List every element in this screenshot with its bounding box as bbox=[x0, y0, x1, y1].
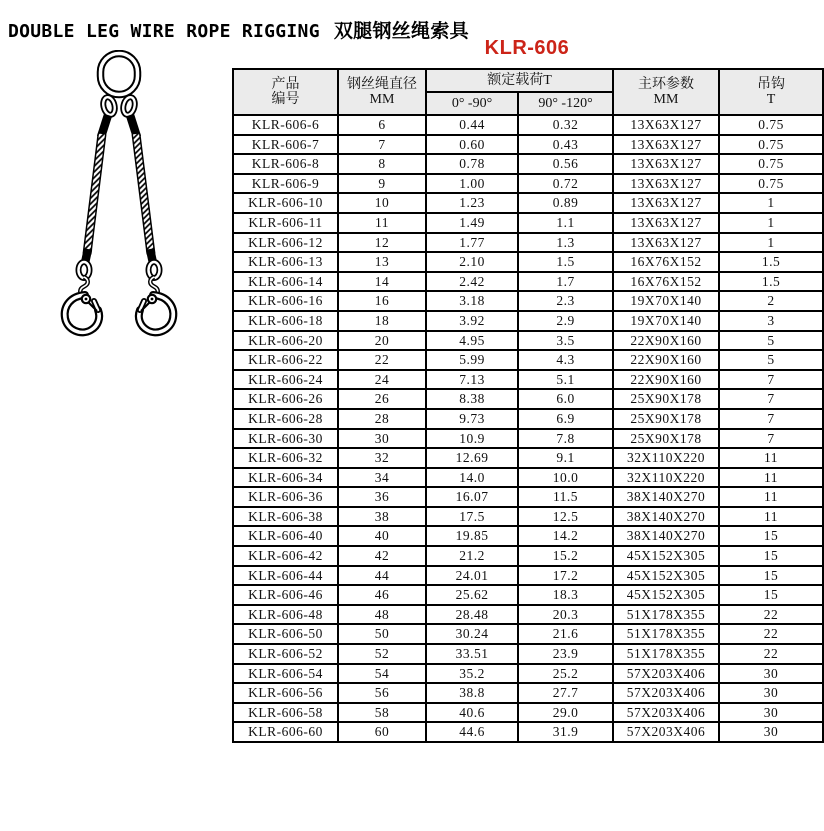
table-cell: 21.2 bbox=[426, 546, 518, 566]
table-cell: 1.5 bbox=[719, 272, 823, 292]
table-cell: 21.6 bbox=[518, 624, 613, 644]
table-cell: KLR-606-11 bbox=[233, 213, 338, 233]
table-cell: 14.0 bbox=[426, 468, 518, 488]
table-cell: 22X90X160 bbox=[613, 350, 719, 370]
table-cell: 27.7 bbox=[518, 683, 613, 703]
table-cell: 0.44 bbox=[426, 115, 518, 135]
table-cell: 57X203X406 bbox=[613, 722, 719, 742]
table-cell: 50 bbox=[338, 624, 426, 644]
table-cell: 16 bbox=[338, 291, 426, 311]
table-row bbox=[233, 409, 823, 429]
table-cell: 40.6 bbox=[426, 703, 518, 723]
sling-illustration bbox=[45, 50, 185, 350]
table-cell: 22 bbox=[338, 350, 426, 370]
table-row bbox=[233, 115, 823, 135]
table-cell: 22X90X160 bbox=[613, 331, 719, 351]
table-cell: KLR-606-58 bbox=[233, 703, 338, 723]
table-cell: 1.7 bbox=[518, 272, 613, 292]
table-cell: KLR-606-38 bbox=[233, 507, 338, 527]
table-cell: KLR-606-24 bbox=[233, 370, 338, 390]
table-cell: 13X63X127 bbox=[613, 213, 719, 233]
table-cell: KLR-606-7 bbox=[233, 135, 338, 155]
table-row bbox=[233, 193, 823, 213]
table-row bbox=[233, 487, 823, 507]
table-cell: KLR-606-28 bbox=[233, 409, 338, 429]
table-cell: 25X90X178 bbox=[613, 429, 719, 449]
table-cell: 18 bbox=[338, 311, 426, 331]
table-cell: 57X203X406 bbox=[613, 683, 719, 703]
table-cell: 6.9 bbox=[518, 409, 613, 429]
table-cell: 19X70X140 bbox=[613, 311, 719, 331]
table-cell: 11 bbox=[719, 507, 823, 527]
table-cell: KLR-606-30 bbox=[233, 429, 338, 449]
table-row bbox=[233, 389, 823, 409]
table-cell: 5 bbox=[719, 331, 823, 351]
table-cell: 38 bbox=[338, 507, 426, 527]
table-cell: 12.69 bbox=[426, 448, 518, 468]
table-cell: 1.49 bbox=[426, 213, 518, 233]
table-cell: 24 bbox=[338, 370, 426, 390]
table-cell: KLR-606-13 bbox=[233, 252, 338, 272]
connector-eye-left-icon bbox=[101, 96, 116, 116]
table-row bbox=[233, 370, 823, 390]
table-row bbox=[233, 272, 823, 292]
table-cell: 23.9 bbox=[518, 644, 613, 664]
table-cell: 13X63X127 bbox=[613, 115, 719, 135]
table-cell: 30 bbox=[338, 429, 426, 449]
header-angle-0-90: 0° -90° bbox=[426, 92, 518, 115]
table-cell: 34 bbox=[338, 468, 426, 488]
table-cell: 38X140X270 bbox=[613, 507, 719, 527]
table-cell: 16.07 bbox=[426, 487, 518, 507]
table-cell: 19.85 bbox=[426, 526, 518, 546]
table-cell: 15 bbox=[719, 526, 823, 546]
table-cell: 13X63X127 bbox=[613, 193, 719, 213]
table-cell: 0.75 bbox=[719, 115, 823, 135]
table-cell: KLR-606-16 bbox=[233, 291, 338, 311]
header-hook: 吊钩 T bbox=[719, 69, 823, 115]
table-cell: 25X90X178 bbox=[613, 389, 719, 409]
rope-leg-right bbox=[130, 115, 153, 263]
table-cell: 1.00 bbox=[426, 174, 518, 194]
table-row bbox=[233, 585, 823, 605]
table-cell: KLR-606-60 bbox=[233, 722, 338, 742]
table-cell: 1.3 bbox=[518, 233, 613, 253]
table-cell: 52 bbox=[338, 644, 426, 664]
table-cell: 25X90X178 bbox=[613, 409, 719, 429]
table-cell: 51X178X355 bbox=[613, 605, 719, 625]
header-rope-diameter: 钢丝绳直径 MM bbox=[338, 69, 426, 115]
table-cell: 57X203X406 bbox=[613, 664, 719, 684]
table-cell: 11 bbox=[719, 468, 823, 488]
table-cell: 0.43 bbox=[518, 135, 613, 155]
table-cell: 44.6 bbox=[426, 722, 518, 742]
table-cell: 2.9 bbox=[518, 311, 613, 331]
table-cell: 8 bbox=[338, 154, 426, 174]
table-cell: 0.75 bbox=[719, 154, 823, 174]
spec-table-head bbox=[233, 69, 823, 115]
table-cell: 30 bbox=[719, 703, 823, 723]
table-cell: 12 bbox=[338, 233, 426, 253]
table-row bbox=[233, 722, 823, 742]
table-cell: 10 bbox=[338, 193, 426, 213]
table-row bbox=[233, 703, 823, 723]
table-cell: 1.23 bbox=[426, 193, 518, 213]
table-cell: 0.75 bbox=[719, 174, 823, 194]
table-row bbox=[233, 624, 823, 644]
table-row bbox=[233, 174, 823, 194]
table-cell: 8.38 bbox=[426, 389, 518, 409]
table-cell: 45X152X305 bbox=[613, 546, 719, 566]
table-cell: 7 bbox=[719, 429, 823, 449]
table-cell: 45X152X305 bbox=[613, 585, 719, 605]
spec-table-body bbox=[233, 115, 823, 742]
table-row bbox=[233, 154, 823, 174]
table-cell: 35.2 bbox=[426, 664, 518, 684]
table-cell: 56 bbox=[338, 683, 426, 703]
table-cell: 7.13 bbox=[426, 370, 518, 390]
table-cell: 15 bbox=[719, 546, 823, 566]
table-cell: 7.8 bbox=[518, 429, 613, 449]
table-cell: 7 bbox=[719, 389, 823, 409]
table-cell: 11 bbox=[719, 448, 823, 468]
table-cell: 15 bbox=[719, 585, 823, 605]
table-cell: 28 bbox=[338, 409, 426, 429]
table-cell: 54 bbox=[338, 664, 426, 684]
table-cell: 2.3 bbox=[518, 291, 613, 311]
table-row bbox=[233, 135, 823, 155]
table-cell: 15.2 bbox=[518, 546, 613, 566]
table-cell: 57X203X406 bbox=[613, 703, 719, 723]
table-cell: 11 bbox=[719, 487, 823, 507]
table-cell: 30 bbox=[719, 683, 823, 703]
table-cell: KLR-606-20 bbox=[233, 331, 338, 351]
table-cell: 0.60 bbox=[426, 135, 518, 155]
table-cell: 2.10 bbox=[426, 252, 518, 272]
connector-eye-right-icon bbox=[121, 96, 136, 116]
table-cell: 13X63X127 bbox=[613, 174, 719, 194]
rope-leg-left bbox=[85, 115, 108, 263]
table-cell: 0.75 bbox=[719, 135, 823, 155]
table-cell: 46 bbox=[338, 585, 426, 605]
header-rated-load: 额定载荷T bbox=[426, 69, 613, 92]
table-cell: KLR-606-14 bbox=[233, 272, 338, 292]
table-cell: KLR-606-48 bbox=[233, 605, 338, 625]
table-cell: 6 bbox=[338, 115, 426, 135]
table-cell: 9 bbox=[338, 174, 426, 194]
table-row bbox=[233, 546, 823, 566]
table-cell: 14.2 bbox=[518, 526, 613, 546]
table-cell: 26 bbox=[338, 389, 426, 409]
table-row bbox=[233, 644, 823, 664]
table-cell: 2 bbox=[719, 291, 823, 311]
table-cell: KLR-606-50 bbox=[233, 624, 338, 644]
table-cell: 0.89 bbox=[518, 193, 613, 213]
table-cell: 5.1 bbox=[518, 370, 613, 390]
table-cell: KLR-606-34 bbox=[233, 468, 338, 488]
table-row bbox=[233, 252, 823, 272]
header-product-code: 产品 编号 bbox=[233, 69, 338, 115]
table-cell: 10.9 bbox=[426, 429, 518, 449]
table-cell: 4.3 bbox=[518, 350, 613, 370]
table-row bbox=[233, 213, 823, 233]
table-cell: 38.8 bbox=[426, 683, 518, 703]
table-cell: KLR-606-8 bbox=[233, 154, 338, 174]
table-cell: 13X63X127 bbox=[613, 233, 719, 253]
table-cell: 15 bbox=[719, 566, 823, 586]
table-cell: 20 bbox=[338, 331, 426, 351]
table-cell: 16X76X152 bbox=[613, 252, 719, 272]
table-cell: KLR-606-44 bbox=[233, 566, 338, 586]
table-row bbox=[233, 664, 823, 684]
table-cell: 1 bbox=[719, 193, 823, 213]
table-cell: 60 bbox=[338, 722, 426, 742]
master-link-icon bbox=[101, 54, 138, 95]
page-title-zh: 双腿钢丝绳索具 bbox=[333, 20, 469, 42]
table-cell: KLR-606-6 bbox=[233, 115, 338, 135]
table-cell: KLR-606-10 bbox=[233, 193, 338, 213]
table-cell: 32X110X220 bbox=[613, 468, 719, 488]
table-cell: 22 bbox=[719, 624, 823, 644]
table-cell: 30 bbox=[719, 664, 823, 684]
table-cell: 30.24 bbox=[426, 624, 518, 644]
table-cell: 20.3 bbox=[518, 605, 613, 625]
table-cell: 3.18 bbox=[426, 291, 518, 311]
table-cell: 9.1 bbox=[518, 448, 613, 468]
table-cell: 1.5 bbox=[518, 252, 613, 272]
table-cell: 5.99 bbox=[426, 350, 518, 370]
table-row bbox=[233, 233, 823, 253]
table-row bbox=[233, 605, 823, 625]
table-cell: 3 bbox=[719, 311, 823, 331]
spec-table bbox=[232, 68, 824, 743]
table-cell: KLR-606-56 bbox=[233, 683, 338, 703]
table-cell: 29.0 bbox=[518, 703, 613, 723]
table-cell: 3.92 bbox=[426, 311, 518, 331]
table-cell: KLR-606-12 bbox=[233, 233, 338, 253]
table-cell: 0.56 bbox=[518, 154, 613, 174]
table-cell: 25.2 bbox=[518, 664, 613, 684]
table-cell: 13X63X127 bbox=[613, 135, 719, 155]
table-cell: 13 bbox=[338, 252, 426, 272]
table-cell: 6.0 bbox=[518, 389, 613, 409]
table-cell: 24.01 bbox=[426, 566, 518, 586]
table-cell: 0.78 bbox=[426, 154, 518, 174]
table-row bbox=[233, 291, 823, 311]
table-row bbox=[233, 429, 823, 449]
table-cell: 14 bbox=[338, 272, 426, 292]
table-cell: KLR-606-40 bbox=[233, 526, 338, 546]
hook-left-icon bbox=[65, 262, 99, 332]
table-row bbox=[233, 526, 823, 546]
table-cell: 45X152X305 bbox=[613, 566, 719, 586]
table-cell: 1.5 bbox=[719, 252, 823, 272]
table-cell: KLR-606-42 bbox=[233, 546, 338, 566]
table-cell: 30 bbox=[719, 722, 823, 742]
table-row bbox=[233, 468, 823, 488]
table-cell: 12.5 bbox=[518, 507, 613, 527]
table-cell: KLR-606-46 bbox=[233, 585, 338, 605]
table-cell: 22 bbox=[719, 605, 823, 625]
table-cell: 40 bbox=[338, 526, 426, 546]
table-cell: 17.5 bbox=[426, 507, 518, 527]
table-cell: 1 bbox=[719, 233, 823, 253]
table-cell: 7 bbox=[338, 135, 426, 155]
table-cell: 7 bbox=[719, 370, 823, 390]
table-cell: KLR-606-36 bbox=[233, 487, 338, 507]
table-cell: 44 bbox=[338, 566, 426, 586]
table-row bbox=[233, 507, 823, 527]
table-row bbox=[233, 566, 823, 586]
table-cell: KLR-606-9 bbox=[233, 174, 338, 194]
table-cell: 0.72 bbox=[518, 174, 613, 194]
model-title: KLR-606 bbox=[484, 37, 570, 59]
table-cell: 22 bbox=[719, 644, 823, 664]
table-cell: 42 bbox=[338, 546, 426, 566]
table-cell: 18.3 bbox=[518, 585, 613, 605]
table-cell: 3.5 bbox=[518, 331, 613, 351]
table-cell: 2.42 bbox=[426, 272, 518, 292]
table-cell: 1.77 bbox=[426, 233, 518, 253]
table-cell: KLR-606-26 bbox=[233, 389, 338, 409]
header-angle-90-120: 90° -120° bbox=[518, 92, 613, 115]
table-cell: 0.32 bbox=[518, 115, 613, 135]
table-cell: KLR-606-18 bbox=[233, 311, 338, 331]
hook-right-icon bbox=[139, 262, 173, 332]
table-cell: 58 bbox=[338, 703, 426, 723]
page-title-en: DOUBLE LEG WIRE ROPE RIGGING bbox=[8, 21, 320, 42]
table-cell: 33.51 bbox=[426, 644, 518, 664]
table-cell: 38X140X270 bbox=[613, 487, 719, 507]
table-cell: 9.73 bbox=[426, 409, 518, 429]
table-cell: 51X178X355 bbox=[613, 644, 719, 664]
table-cell: 13X63X127 bbox=[613, 154, 719, 174]
table-cell: 31.9 bbox=[518, 722, 613, 742]
table-cell: 38X140X270 bbox=[613, 526, 719, 546]
table-cell: 51X178X355 bbox=[613, 624, 719, 644]
table-row bbox=[233, 311, 823, 331]
table-cell: 25.62 bbox=[426, 585, 518, 605]
table-cell: KLR-606-22 bbox=[233, 350, 338, 370]
table-cell: 7 bbox=[719, 409, 823, 429]
table-cell: 10.0 bbox=[518, 468, 613, 488]
table-cell: 32 bbox=[338, 448, 426, 468]
table-cell: 1.1 bbox=[518, 213, 613, 233]
table-cell: KLR-606-32 bbox=[233, 448, 338, 468]
table-cell: 11.5 bbox=[518, 487, 613, 507]
table-cell: 17.2 bbox=[518, 566, 613, 586]
header-main-ring: 主环参数 MM bbox=[613, 69, 719, 115]
table-cell: 48 bbox=[338, 605, 426, 625]
table-cell: 28.48 bbox=[426, 605, 518, 625]
table-cell: 36 bbox=[338, 487, 426, 507]
table-row bbox=[233, 331, 823, 351]
table-cell: KLR-606-52 bbox=[233, 644, 338, 664]
table-cell: KLR-606-54 bbox=[233, 664, 338, 684]
table-cell: 19X70X140 bbox=[613, 291, 719, 311]
table-cell: 5 bbox=[719, 350, 823, 370]
table-cell: 16X76X152 bbox=[613, 272, 719, 292]
table-cell: 32X110X220 bbox=[613, 448, 719, 468]
table-cell: 22X90X160 bbox=[613, 370, 719, 390]
table-row bbox=[233, 448, 823, 468]
table-row bbox=[233, 683, 823, 703]
table-cell: 1 bbox=[719, 213, 823, 233]
table-cell: 11 bbox=[338, 213, 426, 233]
table-cell: 4.95 bbox=[426, 331, 518, 351]
table-row bbox=[233, 350, 823, 370]
